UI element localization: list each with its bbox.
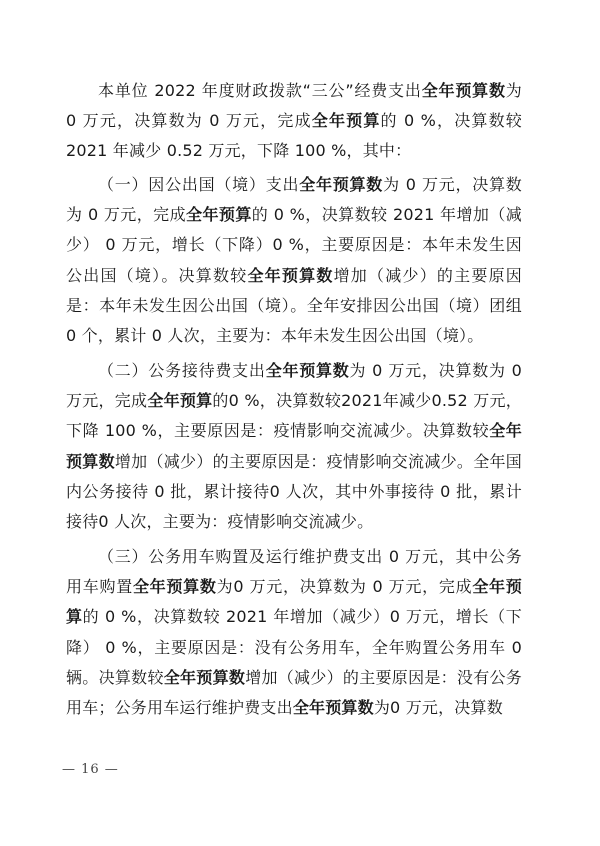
text-run: 的0 %，决算数较2021年减少0.52 万元，下降 100 %，主要原因是：疫情影响交流减少。决算数较 xyxy=(66,391,522,441)
bold-term: 全年预算 xyxy=(66,577,522,627)
bold-term: 全年预算数 xyxy=(265,361,350,380)
paragraph-summary xyxy=(66,76,522,167)
text-run: 为0 万元，决算数 xyxy=(373,698,503,718)
text-run: （二）公务接待费支出 xyxy=(98,361,266,380)
text-run: 为 0 万元，决算数为 0 万元，完成 xyxy=(66,361,522,411)
text-run: 为 0 万元，决算数为 0 万元，完成 xyxy=(66,175,522,225)
bold-term: 全年预算数 xyxy=(421,81,506,100)
text-run: 增加（减少）的主要原因是：没有公务用车；公务用车运行维护费支出 xyxy=(66,667,522,718)
text-run: 为 0 万元，决算数为 0 万元，完成 xyxy=(66,81,522,131)
text-run: 为0 万元，决算数为 0 万元，完成 xyxy=(216,577,473,597)
text-run: 的 0 %，决算数较 2021 年增加（减少）0 万元，增长（下降） 0 %，主要原因是：没有公务用车，全年购置公务用车 0 辆。决算数较 xyxy=(66,607,522,687)
bold-term: 全年预算 xyxy=(147,391,213,411)
text-run: （一）因公出国（境）支出 xyxy=(98,175,300,194)
page-number: — 16 — xyxy=(62,762,119,777)
text-run: 的 0 %，决算数较 2021 年增加（减少） 0 万元，增长（下降）0 %，主要原因是：本年未发生因公出国（境）。决算数较 xyxy=(66,205,522,285)
bold-term: 全年预算 xyxy=(186,205,252,225)
text-run: 的 0 %，决算数较 2021 年减少 0.52 万元，下降 100 %，其中： xyxy=(66,111,522,161)
bold-term: 全年预算数 xyxy=(292,698,374,718)
bold-term: 全年预算 xyxy=(311,111,381,131)
bold-term: 全年预算数 xyxy=(247,265,334,285)
bold-term: 全年预算数 xyxy=(132,577,217,597)
text-run: 本单位 2022 年度财政拨款“三公”经费支出 xyxy=(98,81,422,100)
paragraph-vehicles xyxy=(66,542,522,723)
bold-term: 全年预算数 xyxy=(66,421,523,471)
text-run: 增加（减少）的主要原因是：本年未发生因公出国（境）。全年安排因公出国（境）团组 0 个，累计 0 人次，主要为：本年未发生因公出国（境）。 xyxy=(66,265,523,346)
paragraph-reception xyxy=(66,356,522,537)
text-run: （三）公务用车购置及运行维护费支出 0 万元，其中公务用车购置 xyxy=(66,547,522,597)
text-run: 增加（减少）的主要原因是：疫情影响交流减少。全年国内公务接待 0 批，累计接待0 人次，其中外事接待 0 批，累计接待0 人次，主要为：疫情影响交流减少。 xyxy=(66,451,522,532)
paragraph-overseas xyxy=(66,170,522,351)
bold-term: 全年预算数 xyxy=(299,175,384,194)
bold-term: 全年预算数 xyxy=(163,667,246,687)
